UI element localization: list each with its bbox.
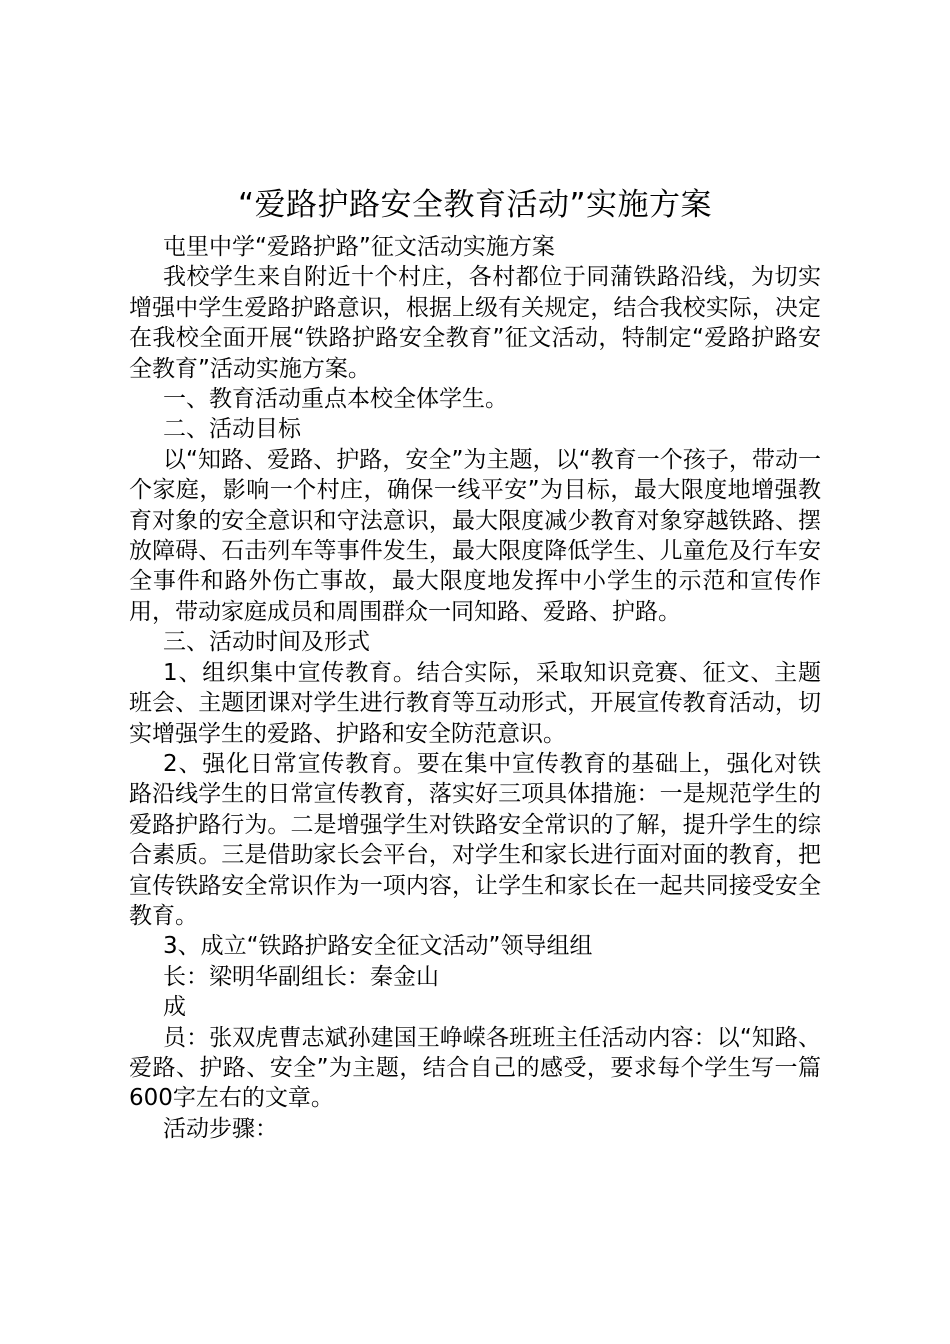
paragraph-section-3-heading: 三、活动时间及形式	[163, 629, 370, 656]
document-title: “爱路护路安全教育活动”实施方案	[237, 187, 713, 223]
paragraph-item-3: 3、成立“铁路护路安全征文活动”领导组组	[163, 933, 593, 960]
paragraph-intro: 我校学生来自附近十个村庄，各村都位于同蒲铁路沿线，为切实增强中学生爱路护路意识，根据上级有关规定，结合我校实际，决定在我校全面开展“铁路护路安全教育”征文活动，特制定“爱路护路安全教育”活动实施方案。	[129, 264, 821, 382]
paragraph-members: 员：张双虎曹志斌孙建国王峥嵘各班班主任活动内容：以“知路、爱路、护路、安全”为主题，结合自己的感受，要求每个学生写一篇600字左右的文章。	[129, 1024, 821, 1112]
paragraph-goals: 以“知路、爱路、护路，安全”为主题，以“教育一个孩子，带动一个家庭，影响一个村庄，确保一线平安”为目标，最大限度地增强教育对象的安全意识和守法意识，最大限度减少教育对象穿越铁路、摆放障碍、石击列车等事件发生，最大限度降低学生、儿童危及行车安全事件和路外伤亡事故，最大限度地发挥中小学生的示范和宣传作用，带动家庭成员和周围群众一同知路、爱路、护路。	[129, 446, 821, 625]
paragraph-section-1: 一、教育活动重点本校全体学生。	[163, 386, 508, 413]
paragraph-members-label: 成	[163, 994, 186, 1021]
paragraph-item-2: 2、强化日常宣传教育。要在集中宣传教育的基础上，强化对铁路沿线学生的日常宣传教育，落实好三项具体措施：一是规范学生的爱路护路行为。二是增强学生对铁路安全常识的了解，提升学生的综合素质。三是借助家长会平台，对学生和家长进行面对面的教育，把宣传铁路安全常识作为一项内容，让学生和家长在一起共同接受安全教育。	[129, 750, 821, 929]
document-body	[129, 232, 821, 1144]
paragraph-subtitle: 屯里中学“爱路护路”征文活动实施方案	[163, 234, 555, 260]
paragraph-section-2-heading: 二、活动目标	[163, 416, 301, 443]
paragraph-leaders: 长：梁明华副组长：秦金山	[163, 963, 439, 990]
paragraph-item-1: 1、组织集中宣传教育。结合实际，采取知识竞赛、征文、主题班会、主题团课对学生进行教育等互动形式，开展宣传教育活动，切实增强学生的爱路、护路和安全防范意识。	[129, 659, 821, 747]
paragraph-steps: 活动步骤：	[163, 1115, 278, 1142]
